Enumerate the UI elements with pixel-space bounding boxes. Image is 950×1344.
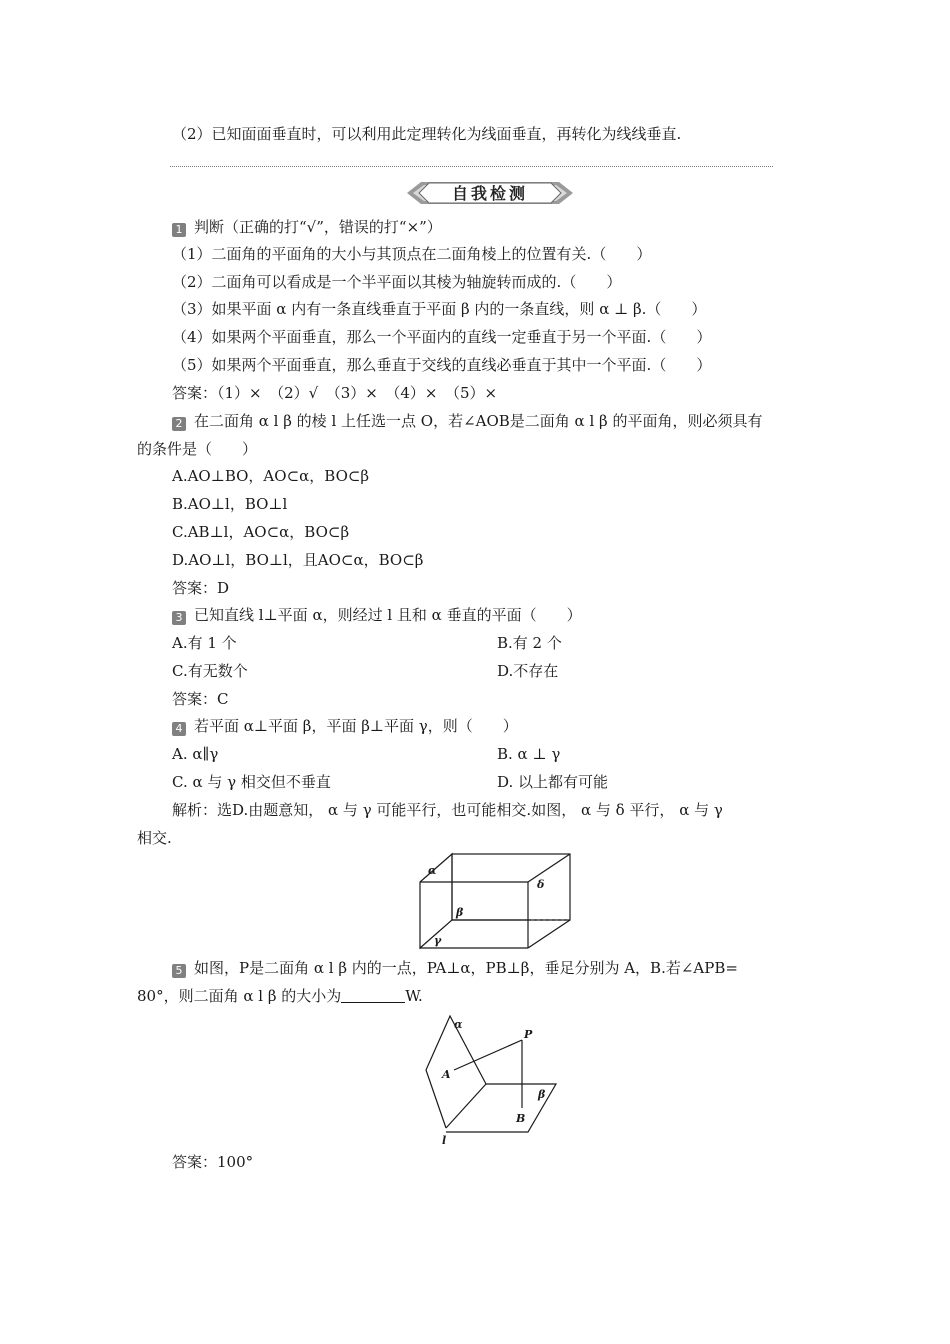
label-delta: δ: [537, 878, 545, 891]
q2-option-a: A.AO⊥BO，AO⊂α，BO⊂β: [172, 467, 370, 485]
q2-option-c: C.AB⊥l，AO⊂α，BO⊂β: [172, 523, 350, 541]
intro-text: （2）已知面面垂直时，可以利用此定理转化为线面垂直，再转化为线线垂直.: [172, 125, 682, 143]
q4-option-c: C. α 与 γ 相交但不垂直: [172, 773, 331, 791]
q3-stem-line: [172, 605, 582, 625]
label-beta: β: [538, 1088, 546, 1101]
q1-answer: 答案：（1）× （2）√ （3）× （4）× （5）×: [172, 384, 498, 402]
label-alpha: α: [454, 1018, 463, 1031]
label-b: B: [516, 1112, 526, 1125]
edge-l: [446, 1084, 486, 1128]
answer-blank[interactable]: [341, 988, 405, 1003]
plane-alpha: [426, 1016, 486, 1128]
segment-pa: [454, 1040, 522, 1070]
q5-stem-line2: [137, 986, 423, 1006]
q1-item-4: （4）如果两个平面垂直，那么一个平面内的直线一定垂直于另一个平面.（ ）: [172, 328, 712, 346]
label-p: P: [524, 1028, 533, 1041]
bottom-right-edge: [528, 920, 570, 948]
q4-option-d: D. 以上都有可能: [497, 773, 609, 791]
q1-stem-line: [172, 217, 442, 237]
q2-stem-line: [172, 411, 762, 431]
q4-analysis-line1: 解析：选D.由题意知， α 与 γ 可能平行，也可能相交.如图， α 与 δ 平行， α 与 γ: [172, 801, 723, 819]
q3-option-b: B.有 2 个: [497, 634, 562, 652]
q2-number: 2: [172, 417, 186, 431]
section-title: 自我检测: [451, 184, 529, 203]
q1-item-3: （3）如果平面 α 内有一条直线垂直于平面 β 内的一条直线，则 α ⊥ β.（ ）: [172, 300, 707, 318]
q1-item-5: （5）如果两个平面垂直，那么垂直于交线的直线必垂直于其中一个平面.（ ）: [172, 356, 712, 374]
q1-item-1: （1）二面角的平面角的大小与其顶点在二面角棱上的位置有关.（ ）: [172, 245, 652, 263]
top-right-edge: [528, 854, 570, 882]
q5-answer: 答案：100°: [172, 1153, 254, 1171]
label-gamma: γ: [434, 934, 442, 947]
q3-option-a: A.有 1 个: [172, 634, 237, 652]
q2-option-d: D.AO⊥l，BO⊥l，且AO⊂α，BO⊂β: [172, 551, 424, 569]
q4-option-a: A. α∥γ: [172, 745, 219, 763]
q5-stem-after-blank: W.: [405, 987, 423, 1005]
q2-answer: 答案：D: [172, 579, 230, 597]
q1-number: 1: [172, 223, 186, 237]
q3-option-c: C.有无数个: [172, 662, 248, 680]
q5-stem: 如图，P是二面角 α l β 内的一点，PA⊥α，PB⊥β，垂足分别为 A，B.若∠APB=: [194, 959, 738, 977]
q4-box-figure: [418, 852, 574, 952]
q4-number: 4: [172, 722, 186, 736]
q1-item-2: （2）二面角可以看成是一个半平面以其棱为轴旋转而成的.（ ）: [172, 273, 622, 291]
q3-stem: 已知直线 l⊥平面 α，则经过 l 且和 α 垂直的平面（ ）: [194, 606, 582, 624]
q2-stem-line2: 的条件是（ ）: [137, 440, 258, 458]
label-beta: β: [456, 906, 464, 919]
label-alpha: α: [428, 864, 437, 877]
q5-stem-line: [172, 958, 738, 978]
q4-stem-line: [172, 716, 518, 736]
q2-option-b: B.AO⊥l，BO⊥l: [172, 495, 288, 513]
q1-stem: 判断（正确的打“√”，错误的打“×”）: [194, 218, 442, 236]
section-banner: [405, 178, 575, 208]
q4-analysis-line2: 相交.: [137, 829, 172, 847]
label-a: A: [442, 1068, 451, 1081]
q3-answer: 答案：C: [172, 690, 229, 708]
q4-option-b: B. α ⊥ γ: [497, 745, 561, 763]
section-divider: [170, 166, 773, 167]
q4-stem: 若平面 α⊥平面 β，平面 β⊥平面 γ，则（ ）: [194, 717, 518, 735]
q2-stem: 在二面角 α l β 的棱 l 上任选一点 O，若∠AOB是二面角 α l β 的平面角，则必须具有: [194, 412, 763, 430]
q3-number: 3: [172, 611, 186, 625]
q5-dihedral-figure: [416, 1012, 564, 1146]
q5-stem-before-blank: 80°，则二面角 α l β 的大小为: [137, 987, 342, 1005]
label-l: l: [442, 1134, 447, 1146]
back-face: [452, 854, 570, 920]
q3-option-d: D.不存在: [497, 662, 559, 680]
q5-number: 5: [172, 964, 186, 978]
